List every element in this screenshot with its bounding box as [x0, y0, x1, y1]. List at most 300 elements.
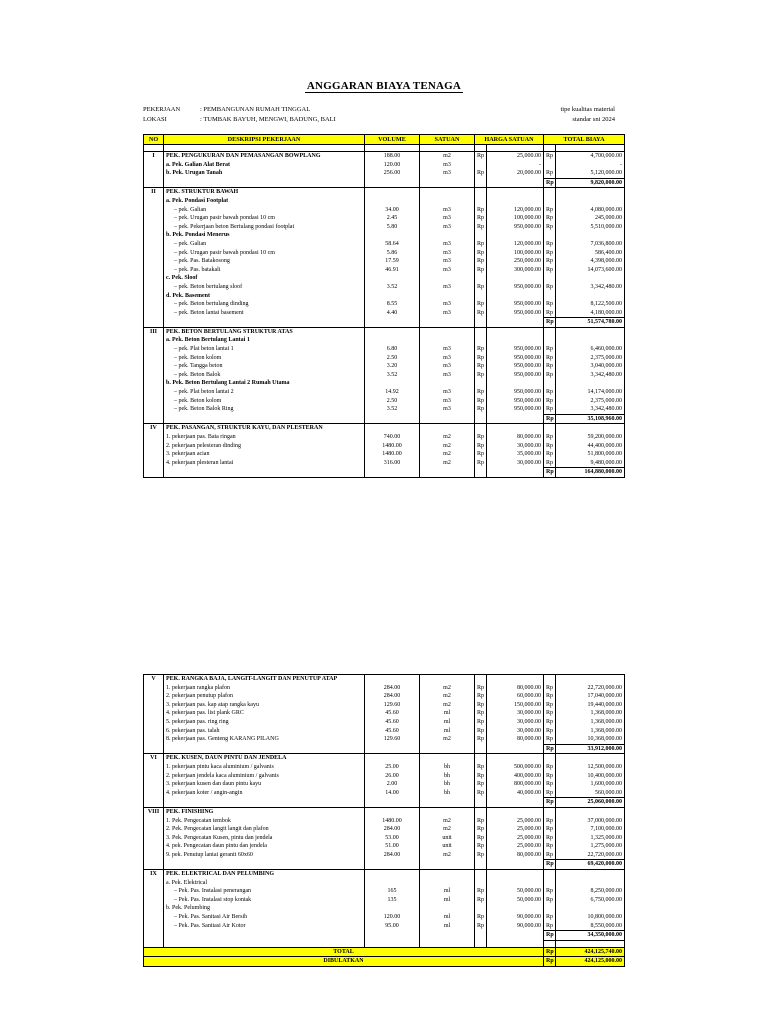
rp-cell: Rp — [544, 459, 556, 468]
table-row — [144, 735, 625, 744]
unit-price: 500,000.00 — [487, 763, 544, 772]
table-row — [144, 257, 625, 266]
item-unit: unit — [420, 842, 475, 851]
rp-cell: Rp — [544, 772, 556, 781]
unit-price: 80,000.00 — [487, 433, 544, 442]
total-cost: 8,122,500.00 — [556, 300, 625, 309]
item-unit — [420, 178, 475, 188]
rp-cell — [475, 754, 487, 763]
rp-cell: Rp — [544, 922, 556, 931]
item-volume: 1480.00 — [365, 450, 420, 459]
table-row — [144, 442, 625, 451]
total-cost — [556, 197, 625, 206]
item-description: 4. pekerjaan plesteran lantai — [164, 459, 365, 468]
item-number — [144, 231, 164, 240]
unit-price: 120,000.00 — [487, 206, 544, 215]
item-description: 1. pekerjaan rangka plafon — [164, 684, 365, 693]
item-description: 4. pekerjaan koter / angin-angin — [164, 789, 365, 798]
unit-price — [487, 931, 544, 941]
item-volume — [365, 197, 420, 206]
item-volume: 284.00 — [365, 825, 420, 834]
unit-price: 400,000.00 — [487, 772, 544, 781]
rp-cell — [475, 161, 487, 170]
table-row — [144, 240, 625, 249]
table-row — [144, 922, 625, 931]
standard-note: standar sni 2024 — [572, 116, 615, 123]
item-volume: 1480.00 — [365, 442, 420, 451]
rp-cell: Rp — [544, 931, 556, 941]
unit-price: 800,000.00 — [487, 780, 544, 789]
section-header-row — [144, 327, 625, 336]
total-cost: 1,600,000.00 — [556, 780, 625, 789]
item-unit: m3 — [420, 309, 475, 318]
item-unit: m3 — [420, 354, 475, 363]
item-volume — [365, 231, 420, 240]
total-cost: 2,375,000.00 — [556, 397, 625, 406]
item-volume: 284.00 — [365, 692, 420, 701]
unit-price — [487, 754, 544, 763]
item-volume — [365, 870, 420, 879]
rp-cell — [475, 318, 487, 328]
item-number — [144, 354, 164, 363]
total-cost — [556, 188, 625, 197]
table-row — [144, 842, 625, 851]
item-description: 3. pekerjaan pas. kap atap rangka kayu — [164, 701, 365, 710]
rp-cell: Rp — [544, 442, 556, 451]
item-description: PEK. FINISHING — [164, 807, 365, 816]
item-description: – pek. Pas. batakali — [164, 266, 365, 275]
rp-cell: Rp — [544, 249, 556, 258]
unit-price: 25,000.00 — [487, 834, 544, 843]
item-number — [144, 879, 164, 888]
rp-cell: Rp — [544, 887, 556, 896]
unit-price: 50,000.00 — [487, 896, 544, 905]
item-number: VIII — [144, 807, 164, 816]
item-volume: 135 — [365, 896, 420, 905]
total-cost: 8,550,000.00 — [556, 922, 625, 931]
unit-price — [487, 274, 544, 283]
total-cost — [556, 879, 625, 888]
item-number — [144, 842, 164, 851]
item-number — [144, 442, 164, 451]
unit-price: 950,000.00 — [487, 300, 544, 309]
rp-cell — [544, 424, 556, 433]
unit-price: 150,000.00 — [487, 701, 544, 710]
unit-price: 30,000.00 — [487, 709, 544, 718]
table-row — [144, 684, 625, 693]
item-number — [144, 468, 164, 478]
item-number — [144, 206, 164, 215]
rp-cell: Rp — [544, 851, 556, 860]
unit-price: 80,000.00 — [487, 851, 544, 860]
rp-cell: Rp — [475, 851, 487, 860]
item-description: a. Pek. Elektrical — [164, 879, 365, 888]
empty-cell — [164, 940, 365, 947]
rp-cell: Rp — [544, 860, 556, 870]
total-cost: 19,440,000.00 — [556, 701, 625, 710]
rp-cell: Rp — [475, 345, 487, 354]
item-number — [144, 735, 164, 744]
item-unit: ml — [420, 709, 475, 718]
rp-cell: Rp — [475, 772, 487, 781]
item-description: – Pek. Pas. Sanitasi Air Kotor — [164, 922, 365, 931]
rp-cell — [475, 675, 487, 684]
budget-table-page-2 — [143, 674, 625, 967]
total-cost: 245,000.00 — [556, 214, 625, 223]
item-number — [144, 379, 164, 388]
rp-cell — [475, 931, 487, 941]
rp-cell: Rp — [475, 371, 487, 380]
total-cost: 10,400,000.00 — [556, 772, 625, 781]
total-cost: 560,000.00 — [556, 789, 625, 798]
unit-price: 100,000.00 — [487, 249, 544, 258]
table-row — [144, 817, 625, 826]
rp-cell: Rp — [475, 692, 487, 701]
rp-cell — [475, 860, 487, 870]
item-unit: m3 — [420, 214, 475, 223]
total-cost: 3,342,480.00 — [556, 405, 625, 414]
subtotal-value: 25,060,000.00 — [556, 798, 625, 808]
grand-total-label: TOTAL — [144, 947, 544, 957]
header-total: TOTAL BIAYA — [544, 135, 625, 145]
rp-cell: Rp — [544, 300, 556, 309]
item-description: 1. Pek. Pengecatan tembok — [164, 817, 365, 826]
item-description: PEK. PASANGAN, STRUKTUR KAYU, DAN PLESTERAN — [164, 424, 365, 433]
item-unit — [420, 904, 475, 913]
rp-cell: Rp — [544, 345, 556, 354]
item-number — [144, 684, 164, 693]
unit-price: 35,000.00 — [487, 450, 544, 459]
subtotal-value: 51,574,780.00 — [556, 318, 625, 328]
item-unit: m3 — [420, 397, 475, 406]
item-volume: 3.20 — [365, 362, 420, 371]
unit-price: 25,000.00 — [487, 152, 544, 161]
total-cost: 3,342,480.00 — [556, 283, 625, 292]
item-unit: ml — [420, 896, 475, 905]
total-cost: 44,400,000.00 — [556, 442, 625, 451]
item-unit — [420, 318, 475, 328]
section-header-row — [144, 870, 625, 879]
table-row — [144, 433, 625, 442]
grand-total-row — [144, 947, 625, 957]
rp-cell: Rp — [475, 354, 487, 363]
item-unit: m2 — [420, 459, 475, 468]
unit-price: 80,000.00 — [487, 684, 544, 693]
empty-cell — [420, 145, 475, 152]
item-description: 3. pekerjaan acian — [164, 450, 365, 459]
table-row — [144, 388, 625, 397]
total-cost: 9,480,000.00 — [556, 459, 625, 468]
total-cost: 1,368,000.00 — [556, 718, 625, 727]
rp-cell: Rp — [544, 947, 556, 957]
item-unit — [420, 188, 475, 197]
item-number — [144, 825, 164, 834]
item-volume: 3.52 — [365, 371, 420, 380]
total-cost — [556, 675, 625, 684]
unit-price: 90,000.00 — [487, 913, 544, 922]
item-volume: 6.80 — [365, 345, 420, 354]
item-number — [144, 300, 164, 309]
rp-cell: Rp — [475, 405, 487, 414]
table-row — [144, 772, 625, 781]
item-unit — [420, 379, 475, 388]
table-row — [144, 371, 625, 380]
item-description: 9. pek. Penutup lantai geranit 60x60 — [164, 851, 365, 860]
item-description: 4. pekerjaan pas. list plank GRC — [164, 709, 365, 718]
subtotal-row — [144, 468, 625, 478]
item-description: 4. pek. Pengecatan daun pintu dan jendela — [164, 842, 365, 851]
item-unit — [420, 468, 475, 478]
total-cost — [556, 424, 625, 433]
item-number — [144, 345, 164, 354]
item-volume — [365, 904, 420, 913]
item-volume — [365, 178, 420, 188]
unit-price: 50,000.00 — [487, 887, 544, 896]
item-number — [144, 860, 164, 870]
item-description: – Pek. Pas. Instalasi penerangan — [164, 887, 365, 896]
spacer-row — [144, 145, 625, 152]
item-unit: m2 — [420, 735, 475, 744]
item-volume: 120.00 — [365, 161, 420, 170]
lokasi-value: : TUMBAK BAYUH, MENGWI, BADUNG, BALI — [200, 116, 336, 123]
total-cost — [556, 379, 625, 388]
item-unit: m3 — [420, 283, 475, 292]
total-cost: 6,460,000.00 — [556, 345, 625, 354]
grand-total-row — [144, 957, 625, 967]
table-row — [144, 231, 625, 240]
total-cost — [556, 327, 625, 336]
table-row — [144, 825, 625, 834]
unit-price: 950,000.00 — [487, 283, 544, 292]
item-unit — [420, 414, 475, 424]
item-volume: 95.00 — [365, 922, 420, 931]
table-row — [144, 405, 625, 414]
item-description: 1. pekerjaan pas. Bata ringan — [164, 433, 365, 442]
item-description: PEK. RANGKA BAJA, LANGIT-LANGIT DAN PENUTUP ATAP — [164, 675, 365, 684]
unit-price — [487, 879, 544, 888]
table-row — [144, 249, 625, 258]
total-cost: 3,342,480.00 — [556, 371, 625, 380]
section-header-row — [144, 807, 625, 816]
rp-cell: Rp — [475, 459, 487, 468]
subtotal-row — [144, 318, 625, 328]
item-number — [144, 772, 164, 781]
total-cost — [556, 231, 625, 240]
table-row — [144, 913, 625, 922]
rp-cell: Rp — [544, 433, 556, 442]
empty-cell — [420, 940, 475, 947]
item-volume: 740.00 — [365, 433, 420, 442]
item-number — [144, 309, 164, 318]
rp-cell: Rp — [475, 223, 487, 232]
rp-cell: Rp — [544, 825, 556, 834]
item-unit: ml — [420, 922, 475, 931]
unit-price: 250,000.00 — [487, 257, 544, 266]
unit-price — [487, 807, 544, 816]
rp-cell: Rp — [475, 169, 487, 178]
rp-cell: Rp — [475, 283, 487, 292]
item-volume: 165 — [365, 887, 420, 896]
item-number — [144, 223, 164, 232]
empty-cell — [144, 940, 164, 947]
rp-cell — [475, 292, 487, 301]
unit-price: 30,000.00 — [487, 459, 544, 468]
rp-cell: Rp — [475, 257, 487, 266]
pekerjaan-label: PEKERJAAN — [143, 106, 181, 113]
total-cost: 1,368,000.00 — [556, 727, 625, 736]
item-unit — [420, 336, 475, 345]
item-description: 2. pekerjaan pelesteran dinding — [164, 442, 365, 451]
section-header-row — [144, 754, 625, 763]
item-number — [144, 274, 164, 283]
rp-cell: Rp — [544, 817, 556, 826]
rp-cell: Rp — [544, 780, 556, 789]
item-unit: ml — [420, 913, 475, 922]
item-number — [144, 789, 164, 798]
table-row — [144, 450, 625, 459]
table-row — [144, 780, 625, 789]
item-number — [144, 913, 164, 922]
total-cost: 4,700,000.00 — [556, 152, 625, 161]
total-cost: 37,000,000.00 — [556, 817, 625, 826]
total-cost: 6,750,000.00 — [556, 896, 625, 905]
rp-cell: Rp — [475, 433, 487, 442]
item-unit: m2 — [420, 851, 475, 860]
item-description: – pek. Pas. Batakosong — [164, 257, 365, 266]
item-unit: m3 — [420, 223, 475, 232]
item-description: a. Pek. Beton Bertulang Lantai 1 — [164, 336, 365, 345]
rp-cell — [544, 188, 556, 197]
table-row — [144, 851, 625, 860]
rp-cell: Rp — [544, 169, 556, 178]
table-row — [144, 887, 625, 896]
grand-total-value: 424,125,000.00 — [556, 957, 625, 967]
item-unit — [420, 231, 475, 240]
table-row — [144, 879, 625, 888]
total-cost: 51,800,000.00 — [556, 450, 625, 459]
rp-cell — [475, 870, 487, 879]
document-title: ANGGARAN BIAYA TENAGA — [306, 80, 462, 92]
item-volume: 2.00 — [365, 780, 420, 789]
item-volume — [365, 931, 420, 941]
rp-cell — [544, 754, 556, 763]
item-volume: 188.00 — [365, 152, 420, 161]
item-number — [144, 397, 164, 406]
rp-cell: Rp — [544, 257, 556, 266]
subtotal-row — [144, 931, 625, 941]
item-description: – pek. Galian — [164, 206, 365, 215]
unit-price: 950,000.00 — [487, 405, 544, 414]
total-cost: 59,200,000.00 — [556, 433, 625, 442]
subtotal-value: 9,820,000.00 — [556, 178, 625, 188]
item-unit: m3 — [420, 388, 475, 397]
item-number — [144, 887, 164, 896]
rp-cell: Rp — [544, 318, 556, 328]
item-number — [144, 169, 164, 178]
item-description: – pek. Beton Balok — [164, 371, 365, 380]
item-description — [164, 468, 365, 478]
table-row — [144, 206, 625, 215]
unit-price: 25,000.00 — [487, 817, 544, 826]
rp-cell: Rp — [475, 842, 487, 851]
table-row — [144, 309, 625, 318]
total-cost: 10,368,000.00 — [556, 735, 625, 744]
item-unit: m2 — [420, 152, 475, 161]
item-unit: bh — [420, 780, 475, 789]
item-description — [164, 798, 365, 808]
unit-price: 25,000.00 — [487, 842, 544, 851]
item-unit — [420, 754, 475, 763]
empty-cell — [544, 145, 556, 152]
grand-total-label: DIBULATKAN — [144, 957, 544, 967]
rp-cell: Rp — [475, 701, 487, 710]
rp-cell: Rp — [475, 913, 487, 922]
item-description — [164, 414, 365, 424]
item-number — [144, 178, 164, 188]
rp-cell — [544, 161, 556, 170]
item-volume: 4.40 — [365, 309, 420, 318]
empty-cell — [544, 940, 556, 947]
unit-price: 20,000.00 — [487, 169, 544, 178]
item-volume — [365, 798, 420, 808]
total-cost: 2,375,000.00 — [556, 354, 625, 363]
item-volume — [365, 879, 420, 888]
total-cost — [556, 754, 625, 763]
item-unit: unit — [420, 834, 475, 843]
subtotal-value: 69,420,000.00 — [556, 860, 625, 870]
item-volume: 14.92 — [365, 388, 420, 397]
table-row — [144, 362, 625, 371]
item-volume — [365, 468, 420, 478]
item-number: VI — [144, 754, 164, 763]
item-number — [144, 459, 164, 468]
rp-cell: Rp — [475, 727, 487, 736]
item-number: I — [144, 152, 164, 161]
table-row — [144, 214, 625, 223]
rp-cell: Rp — [544, 371, 556, 380]
item-unit: m3 — [420, 240, 475, 249]
rp-cell — [544, 807, 556, 816]
item-number — [144, 780, 164, 789]
item-number — [144, 718, 164, 727]
total-cost: 22,720,000.00 — [556, 851, 625, 860]
rp-cell: Rp — [475, 922, 487, 931]
rp-cell: Rp — [475, 817, 487, 826]
table-row — [144, 266, 625, 275]
subtotal-row — [144, 744, 625, 754]
item-volume: 1480.00 — [365, 817, 420, 826]
total-cost: 1,368,000.00 — [556, 709, 625, 718]
unit-price — [487, 188, 544, 197]
item-unit — [420, 744, 475, 754]
item-unit: ml — [420, 887, 475, 896]
rp-cell: Rp — [475, 206, 487, 215]
rp-cell — [544, 379, 556, 388]
item-number — [144, 817, 164, 826]
item-volume — [365, 414, 420, 424]
item-unit: m2 — [420, 450, 475, 459]
rp-cell: Rp — [475, 362, 487, 371]
grand-total-value: 424,125,740.00 — [556, 947, 625, 957]
item-number: V — [144, 675, 164, 684]
rp-cell: Rp — [544, 405, 556, 414]
subtotal-row — [144, 178, 625, 188]
item-description — [164, 744, 365, 754]
item-unit: m3 — [420, 405, 475, 414]
table-row — [144, 169, 625, 178]
item-description: – pek. Beton Balok Ring — [164, 405, 365, 414]
rp-cell: Rp — [475, 789, 487, 798]
